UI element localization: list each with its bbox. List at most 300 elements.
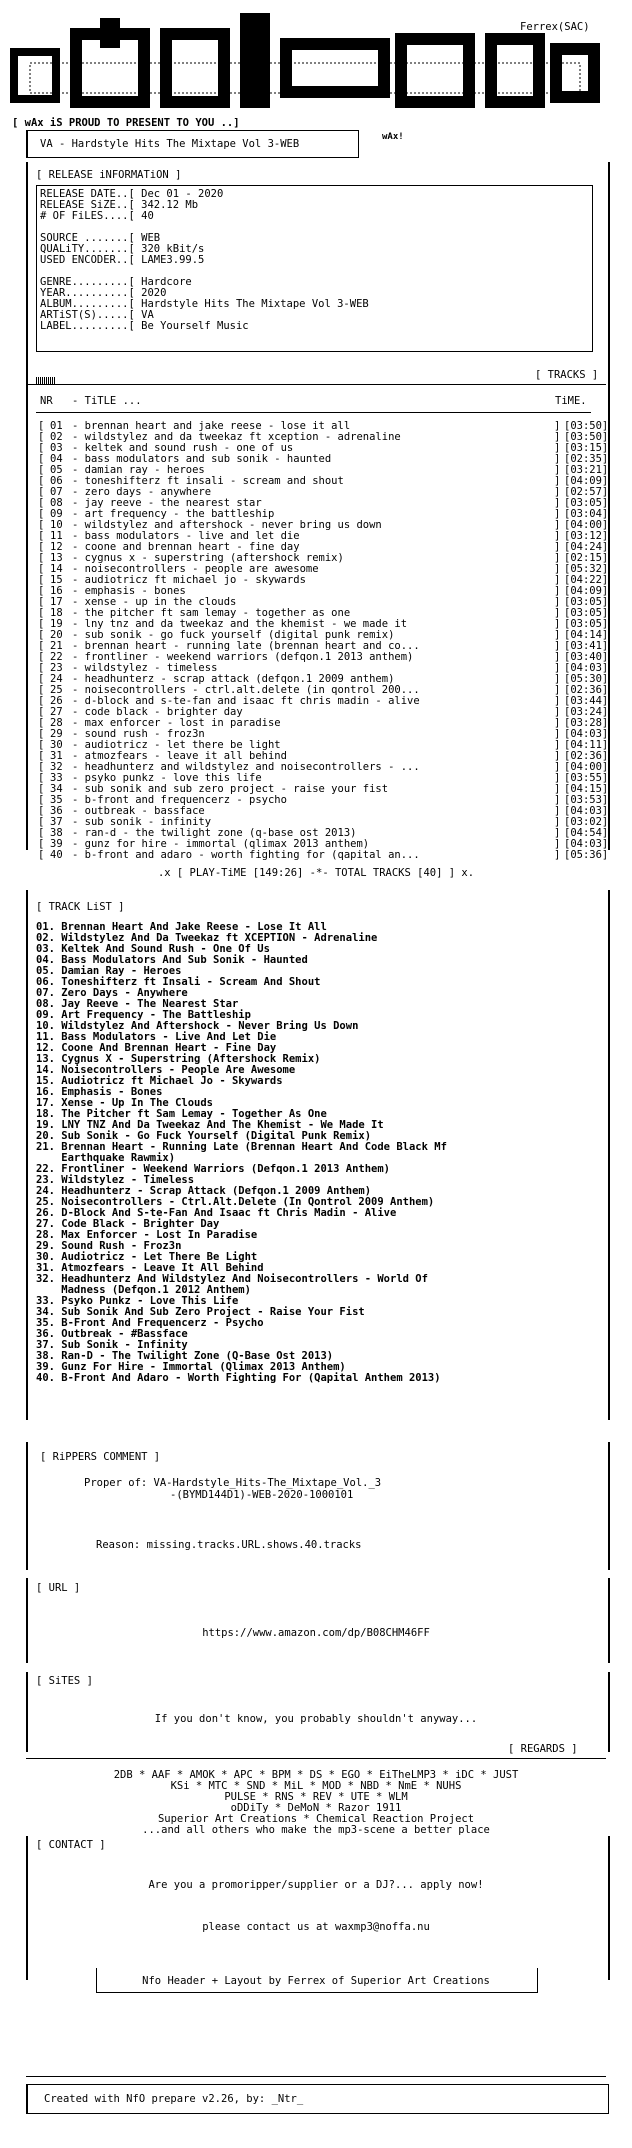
- track-title: - toneshifterz ft insali - scream and shout: [72, 476, 344, 487]
- track-title: - xense - up in the clouds: [72, 597, 237, 608]
- row-bracket-open: [: [38, 827, 45, 839]
- track-title: - jay reeve - the nearest star: [72, 498, 262, 509]
- track-title: - max enforcer - lost in paradise: [72, 718, 281, 729]
- track-title: - ran-d - the twilight zone (q-base ost 2013): [72, 828, 357, 839]
- track-title: - atmozfears - leave it all behind: [72, 751, 287, 762]
- track-number: 09: [50, 508, 63, 520]
- row-bracket-open: [: [38, 838, 45, 850]
- tracklist-heading: [ TRACK LiST ]: [36, 901, 125, 913]
- row-bracket-close: ]: [554, 662, 561, 674]
- tracklist-line: 01. Brennan Heart And Jake Reese - Lose It All: [36, 921, 327, 933]
- track-title: - frontliner - weekend warriors (defqon.1 2013 anthem): [72, 652, 414, 663]
- table-row: [38, 476, 622, 487]
- row-bracket-close: ]: [554, 431, 561, 443]
- release-info-line: ALBUM.........[ Hardstyle Hits The Mixtape Vol 3-WEB: [40, 298, 369, 310]
- logo-graphic: [10, 8, 610, 128]
- track-number: 30: [50, 739, 63, 751]
- track-title: - headhunterz - scrap attack (defqon.1 2009 anthem): [72, 674, 395, 685]
- track-time: [04:54]: [564, 827, 609, 839]
- row-bracket-open: [: [38, 695, 45, 707]
- release-info-lines: [40, 189, 369, 332]
- release-info-line: SOURCE .......[ WEB: [40, 232, 161, 244]
- regards-line: ...and all others who make the mp3-scene a better place: [142, 1824, 490, 1836]
- table-row: [38, 531, 622, 542]
- row-bracket-open: [: [38, 607, 45, 619]
- tracklist-line: 35. B-Front And Frequencerz - Psycho: [36, 1317, 264, 1329]
- track-time: [03:02]: [564, 816, 609, 828]
- tracklist-line: 16. Emphasis - Bones: [36, 1086, 163, 1098]
- regards-line: oDDiTy * DeMoN * Razor 1911: [230, 1802, 402, 1814]
- table-row: [38, 806, 622, 817]
- tagline: [ wAx iS PROUD TO PRESENT TO YOU ..]: [12, 117, 240, 129]
- table-row: [38, 817, 622, 828]
- col-nr: NR: [40, 395, 53, 407]
- row-bracket-close: ]: [554, 750, 561, 762]
- table-row: [38, 795, 622, 806]
- row-bracket-open: [: [38, 431, 45, 443]
- release-info-line: RELEASE SiZE..[ 342.12 Mb: [40, 199, 199, 211]
- track-number: 17: [50, 596, 63, 608]
- track-number: 01: [50, 420, 63, 432]
- track-time: [02:15]: [564, 552, 609, 564]
- table-row: [38, 608, 622, 619]
- row-bracket-open: [: [38, 750, 45, 762]
- row-bracket-open: [: [38, 618, 45, 630]
- track-time: [03:41]: [564, 640, 609, 652]
- tracklist-line: 06. Toneshifterz ft Insali - Scream And Shout: [36, 976, 321, 988]
- row-bracket-close: ]: [554, 651, 561, 663]
- tracklist-line: 11. Bass Modulators - Live And Let Die: [36, 1031, 277, 1043]
- track-time: [05:32]: [564, 563, 609, 575]
- tracklist-line: 28. Max Enforcer - Lost In Paradise: [36, 1229, 258, 1241]
- row-bracket-close: ]: [554, 475, 561, 487]
- totals-line: .x [ PLAY-TiME [149:26] -*- TOTAL TRACKS [40] ] x.: [157, 867, 475, 879]
- track-title: - code black - brighter day: [72, 707, 243, 718]
- table-row: [38, 454, 622, 465]
- track-title: - headhunterz and wildstylez and noisecontrollers - ...: [72, 762, 420, 773]
- row-bracket-open: [: [38, 783, 45, 795]
- track-table: [38, 421, 622, 861]
- tracklist-line: 14. Noisecontrollers - People Are Awesome: [36, 1064, 296, 1076]
- track-number: 24: [50, 673, 63, 685]
- track-time: [04:00]: [564, 761, 609, 773]
- track-number: 20: [50, 629, 63, 641]
- row-bracket-close: ]: [554, 596, 561, 608]
- track-number: 29: [50, 728, 63, 740]
- table-row: [38, 850, 622, 861]
- track-time: [04:00]: [564, 519, 609, 531]
- row-bracket-close: ]: [554, 783, 561, 795]
- url-frame: [26, 1578, 610, 1663]
- track-time: [03:50]: [564, 420, 609, 432]
- row-bracket-open: [: [38, 475, 45, 487]
- row-bracket-open: [: [38, 717, 45, 729]
- track-number: 07: [50, 486, 63, 498]
- contact-line-1: Are you a promoripper/supplier or a DJ?... apply now!: [148, 1879, 484, 1891]
- tracklist-line: Earthquake Rawmix): [36, 1152, 176, 1164]
- tracklist-line: 20. Sub Sonik - Go Fuck Yourself (Digital Punk Remix): [36, 1130, 372, 1142]
- track-time: [04:03]: [564, 838, 609, 850]
- track-time: [04:03]: [564, 662, 609, 674]
- row-bracket-close: ]: [554, 717, 561, 729]
- track-number: 26: [50, 695, 63, 707]
- track-time: [05:30]: [564, 673, 609, 685]
- track-number: 05: [50, 464, 63, 476]
- track-time: [04:09]: [564, 475, 609, 487]
- table-row: [38, 839, 622, 850]
- track-title: - damian ray - heroes: [72, 465, 205, 476]
- track-time: [04:09]: [564, 585, 609, 597]
- track-time: [03:05]: [564, 607, 609, 619]
- regards-line: Superior Art Creations * Chemical Reaction Project: [157, 1813, 475, 1825]
- table-row: [38, 487, 622, 498]
- release-info-line: LABEL.........[ Be Yourself Music: [40, 320, 249, 332]
- track-number: 04: [50, 453, 63, 465]
- track-number: 27: [50, 706, 63, 718]
- row-bracket-close: ]: [554, 805, 561, 817]
- tracklist-line: 33. Psyko Punkz - Love This Life: [36, 1295, 239, 1307]
- table-row: [38, 718, 622, 729]
- table-row: [38, 542, 622, 553]
- track-number: 06: [50, 475, 63, 487]
- row-bracket-close: ]: [554, 728, 561, 740]
- table-row: [38, 432, 622, 443]
- tracklist-line: 34. Sub Sonik And Sub Zero Project - Raise Your Fist: [36, 1306, 365, 1318]
- track-title: - b-front and frequencerz - psycho: [72, 795, 287, 806]
- track-number: 31: [50, 750, 63, 762]
- track-number: 03: [50, 442, 63, 454]
- row-bracket-open: [: [38, 530, 45, 542]
- tracklist-line: 29. Sound Rush - Froz3n: [36, 1240, 182, 1252]
- track-title: - coone and brennan heart - fine day: [72, 542, 300, 553]
- row-bracket-open: [: [38, 585, 45, 597]
- regards-heading: [ REGARDS ]: [508, 1743, 578, 1755]
- url-value[interactable]: https://www.amazon.com/dp/B08CHM46FF: [202, 1627, 430, 1639]
- row-bracket-close: ]: [554, 563, 561, 575]
- tracklist-line: 08. Jay Reeve - The Nearest Star: [36, 998, 239, 1010]
- track-number: 40: [50, 849, 63, 861]
- release-info-line: GENRE.........[ Hardcore: [40, 276, 192, 288]
- row-bracket-close: ]: [554, 574, 561, 586]
- track-title: - bass modulators and sub sonik - haunted: [72, 454, 332, 465]
- regards-line: PULSE * RNS * REV * UTE * WLM: [224, 1791, 408, 1803]
- row-bracket-open: [: [38, 651, 45, 663]
- tracklist-line: 15. Audiotricz ft Michael Jo - Skywards: [36, 1075, 283, 1087]
- tracklist-line: 24. Headhunterz - Scrap Attack (Defqon.1 2009 Anthem): [36, 1185, 372, 1197]
- track-number: 14: [50, 563, 63, 575]
- row-bracket-close: ]: [554, 706, 561, 718]
- row-bracket-close: ]: [554, 794, 561, 806]
- track-number: 15: [50, 574, 63, 586]
- row-bracket-open: [: [38, 486, 45, 498]
- track-title: - sub sonik and sub zero project - raise your fist: [72, 784, 389, 795]
- tracklist-line: 12. Coone And Brennan Heart - Fine Day: [36, 1042, 277, 1054]
- regards-lines: [0, 1770, 632, 1836]
- url-heading: [ URL ]: [36, 1582, 81, 1594]
- row-bracket-close: ]: [554, 530, 561, 542]
- row-bracket-open: [: [38, 662, 45, 674]
- table-row: [38, 630, 622, 641]
- logo-art: [10, 8, 610, 128]
- row-bracket-close: ]: [554, 684, 561, 696]
- track-time: [02:57]: [564, 486, 609, 498]
- track-title: - noisecontrollers - people are awesome: [72, 564, 319, 575]
- row-bracket-close: ]: [554, 453, 561, 465]
- track-number: 13: [50, 552, 63, 564]
- row-bracket-close: ]: [554, 618, 561, 630]
- row-bracket-open: [: [38, 442, 45, 454]
- row-bracket-close: ]: [554, 772, 561, 784]
- tracklist-line: 21. Brennan Heart - Running Late (Brennan Heart And Code Black Mf: [36, 1141, 447, 1153]
- track-time: [02:35]: [564, 453, 609, 465]
- track-time: [03:24]: [564, 706, 609, 718]
- table-row: [38, 685, 622, 696]
- track-number: 11: [50, 530, 63, 542]
- row-bracket-open: [: [38, 684, 45, 696]
- row-bracket-close: ]: [554, 486, 561, 498]
- table-row: [38, 443, 622, 454]
- tracklist-line: 31. Atmozfears - Leave It All Behind: [36, 1262, 264, 1274]
- tracklist-lines: [36, 922, 447, 1384]
- release-info-heading: [ RELEASE iNFORMATiON ]: [36, 169, 182, 181]
- release-info-line: QUALiTY.......[ 320 kBit/s: [40, 243, 205, 255]
- regards-line: KSi * MTC * SND * MiL * MOD * NBD * NmE * NUHS: [170, 1780, 462, 1792]
- release-info-line: USED ENCODER..[ LAME3.99.5: [40, 254, 205, 266]
- table-row: [38, 520, 622, 531]
- track-title: - gunz for hire - immortal (qlimax 2013 anthem): [72, 839, 370, 850]
- tracklist-line: 17. Xense - Up In The Clouds: [36, 1097, 214, 1109]
- row-bracket-open: [: [38, 761, 45, 773]
- row-bracket-close: ]: [554, 519, 561, 531]
- table-row: [38, 641, 622, 652]
- track-number: 25: [50, 684, 63, 696]
- track-title: - sound rush - froz3n: [72, 729, 205, 740]
- table-row: [38, 465, 622, 476]
- track-time: [04:11]: [564, 739, 609, 751]
- track-title: - cygnus x - superstring (aftershock remix): [72, 553, 344, 564]
- col-title: - TiTLE ...: [72, 395, 142, 407]
- track-title: - sub sonik - infinity: [72, 817, 212, 828]
- row-bracket-open: [: [38, 508, 45, 520]
- row-bracket-close: ]: [554, 761, 561, 773]
- track-number: 21: [50, 640, 63, 652]
- tracklist-line: 36. Outbreak - #Bassface: [36, 1328, 188, 1340]
- track-title: - wildstylez - timeless: [72, 663, 218, 674]
- track-time: [03:15]: [564, 442, 609, 454]
- track-time: [03:53]: [564, 794, 609, 806]
- sites-heading: [ SiTES ]: [36, 1675, 93, 1687]
- track-time: [03:50]: [564, 431, 609, 443]
- tracklist-line: 09. Art Frequency - The Battleship: [36, 1009, 251, 1021]
- tracklist-line: 04. Bass Modulators And Sub Sonik - Haunted: [36, 954, 308, 966]
- regards-line: 2DB * AAF * AMOK * APC * BPM * DS * EGO * EiTheLMP3 * iDC * JUST: [113, 1769, 519, 1781]
- row-bracket-open: [: [38, 805, 45, 817]
- track-time: [04:03]: [564, 805, 609, 817]
- sites-text: If you don't know, you probably shouldn't anyway...: [154, 1713, 478, 1725]
- row-bracket-open: [: [38, 596, 45, 608]
- tracklist-line: 27. Code Black - Brighter Day: [36, 1218, 220, 1230]
- tracklist-line: 02. Wildstylez And Da Tweekaz ft XCEPTION - Adrenaline: [36, 932, 378, 944]
- col-time: TiME.: [555, 395, 587, 407]
- row-bracket-close: ]: [554, 640, 561, 652]
- table-row: [38, 553, 622, 564]
- rippers-reason: Reason: missing.tracks.URL.shows.40.tracks: [96, 1539, 362, 1551]
- row-bracket-close: ]: [554, 629, 561, 641]
- row-bracket-close: ]: [554, 552, 561, 564]
- row-bracket-open: [: [38, 816, 45, 828]
- track-time: [03:40]: [564, 651, 609, 663]
- row-bracket-close: ]: [554, 838, 561, 850]
- tracklist-line: 07. Zero Days - Anywhere: [36, 987, 188, 999]
- track-number: 22: [50, 651, 63, 663]
- row-bracket-close: ]: [554, 849, 561, 861]
- rippers-proper-2: -(BYMD144D1)-WEB-2020-1000101: [170, 1489, 354, 1501]
- row-bracket-open: [: [38, 794, 45, 806]
- tracklist-line: Madness (Defqon.1 2012 Anthem): [36, 1284, 251, 1296]
- row-bracket-close: ]: [554, 497, 561, 509]
- tracklist-line: 37. Sub Sonik - Infinity: [36, 1339, 188, 1351]
- track-time: [04:22]: [564, 574, 609, 586]
- row-bracket-close: ]: [554, 695, 561, 707]
- release-info-line: ARTiST(S).....[ VA: [40, 309, 154, 321]
- row-bracket-open: [: [38, 728, 45, 740]
- track-number: 38: [50, 827, 63, 839]
- table-row: [38, 751, 622, 762]
- track-title: - art frequency - the battleship: [72, 509, 275, 520]
- track-title: - wildstylez and aftershock - never bring us down: [72, 520, 382, 531]
- track-title: - zero days - anywhere: [72, 487, 212, 498]
- release-info-line: RELEASE DATE..[ Dec 01 - 2020: [40, 188, 224, 200]
- track-time: [03:05]: [564, 596, 609, 608]
- table-row: [38, 740, 622, 751]
- row-bracket-open: [: [38, 673, 45, 685]
- table-row: [38, 707, 622, 718]
- row-bracket-open: [: [38, 563, 45, 575]
- rippers-proper-1: Proper of: VA-Hardstyle_Hits-The_Mixtape_Vol._3: [84, 1477, 382, 1489]
- row-bracket-open: [: [38, 453, 45, 465]
- table-row: [38, 586, 622, 597]
- track-number: 08: [50, 497, 63, 509]
- row-bracket-close: ]: [554, 464, 561, 476]
- row-bracket-open: [: [38, 640, 45, 652]
- tracklist-line: 40. B-Front And Adaro - Worth Fighting For (Qapital Anthem 2013): [36, 1372, 441, 1384]
- row-bracket-open: [: [38, 541, 45, 553]
- track-time: [03:05]: [564, 497, 609, 509]
- table-row: [38, 498, 622, 509]
- track-number: 34: [50, 783, 63, 795]
- tracklist-line: 39. Gunz For Hire - Immortal (Qlimax 2013 Anthem): [36, 1361, 346, 1373]
- track-title: - audiotricz - let there be light: [72, 740, 281, 751]
- table-row: [38, 652, 622, 663]
- tracklist-line: 18. The Pitcher ft Sam Lemay - Together As One: [36, 1108, 327, 1120]
- row-bracket-close: ]: [554, 541, 561, 553]
- table-row: [38, 773, 622, 784]
- row-bracket-close: ]: [554, 442, 561, 454]
- table-row: [38, 564, 622, 575]
- track-number: 37: [50, 816, 63, 828]
- track-title: - brennan heart and jake reese - lose it all: [72, 421, 351, 432]
- track-time: [03:05]: [564, 618, 609, 630]
- table-row: [38, 762, 622, 773]
- table-row: [38, 696, 622, 707]
- track-number: 32: [50, 761, 63, 773]
- track-time: [04:15]: [564, 783, 609, 795]
- tracks-shade-left: [36, 370, 56, 389]
- row-bracket-close: ]: [554, 508, 561, 520]
- track-time: [05:36]: [564, 849, 609, 861]
- row-bracket-open: [: [38, 464, 45, 476]
- footer-text: Created with NfO prepare v2.26, by: _Ntr_: [44, 2093, 304, 2105]
- row-bracket-open: [: [38, 706, 45, 718]
- row-bracket-close: ]: [554, 673, 561, 685]
- track-time: [04:24]: [564, 541, 609, 553]
- track-time: [03:44]: [564, 695, 609, 707]
- table-row: [38, 828, 622, 839]
- track-time: [03:28]: [564, 717, 609, 729]
- tracklist-line: 03. Keltek And Sound Rush - One Of Us: [36, 943, 270, 955]
- logo-small: wAx!: [382, 132, 404, 142]
- table-row: [38, 597, 622, 608]
- track-number: 33: [50, 772, 63, 784]
- contact-frame: [26, 1836, 610, 1980]
- track-time: [03:21]: [564, 464, 609, 476]
- row-bracket-close: ]: [554, 739, 561, 751]
- tracklist-line: 26. D-Block And S-te-Fan And Isaac ft Chris Madin - Alive: [36, 1207, 397, 1219]
- tracklist-line: 23. Wildstylez - Timeless: [36, 1174, 195, 1186]
- tracks-heading: [ TRACKS ]: [535, 369, 599, 381]
- rippers-heading: [ RiPPERS COMMENT ]: [40, 1451, 161, 1463]
- row-bracket-open: [: [38, 629, 45, 641]
- track-time: [02:36]: [564, 750, 609, 762]
- track-number: 39: [50, 838, 63, 850]
- row-bracket-close: ]: [554, 607, 561, 619]
- row-bracket-open: [: [38, 552, 45, 564]
- tracklist-line: 32. Headhunterz And Wildstylez And Noisecontrollers - World Of: [36, 1273, 428, 1285]
- track-number: 28: [50, 717, 63, 729]
- tracklist-line: 13. Cygnus X - Superstring (Aftershock Remix): [36, 1053, 321, 1065]
- track-number: 35: [50, 794, 63, 806]
- contact-email[interactable]: please contact us at waxmp3@noffa.nu: [202, 1921, 430, 1933]
- release-info-line: # OF FiLES....[ 40: [40, 210, 154, 222]
- row-bracket-close: ]: [554, 816, 561, 828]
- track-number: 12: [50, 541, 63, 553]
- footer-divider: [26, 2076, 606, 2078]
- row-bracket-open: [: [38, 574, 45, 586]
- track-number: 36: [50, 805, 63, 817]
- row-bracket-open: [: [38, 420, 45, 432]
- track-number: 18: [50, 607, 63, 619]
- track-time: [04:03]: [564, 728, 609, 740]
- track-number: 02: [50, 431, 63, 443]
- track-time: [03:55]: [564, 772, 609, 784]
- track-number: 19: [50, 618, 63, 630]
- row-bracket-close: ]: [554, 585, 561, 597]
- table-row: [38, 674, 622, 685]
- track-title: - d-block and s-te-fan and isaac ft chris madin - alive: [72, 696, 420, 707]
- tracklist-line: 19. LNY TNZ And Da Tweekaz And The Khemist - We Made It: [36, 1119, 384, 1131]
- track-time: [02:36]: [564, 684, 609, 696]
- tracklist-line: 22. Frontliner - Weekend Warriors (Defqon.1 2013 Anthem): [36, 1163, 391, 1175]
- table-row: [38, 663, 622, 674]
- tracklist-line: 10. Wildstylez And Aftershock - Never Bring Us Down: [36, 1020, 359, 1032]
- tracklist-line: 30. Audiotricz - Let There Be Light: [36, 1251, 258, 1263]
- track-title: - wildstylez and da tweekaz ft xception - adrenaline: [72, 432, 401, 443]
- track-number: 16: [50, 585, 63, 597]
- track-title: - emphasis - bones: [72, 586, 186, 597]
- track-title: - lny tnz and da tweekaz and the khemist - we made it: [72, 619, 408, 630]
- track-title: - keltek and sound rush - one of us: [72, 443, 294, 454]
- row-bracket-open: [: [38, 519, 45, 531]
